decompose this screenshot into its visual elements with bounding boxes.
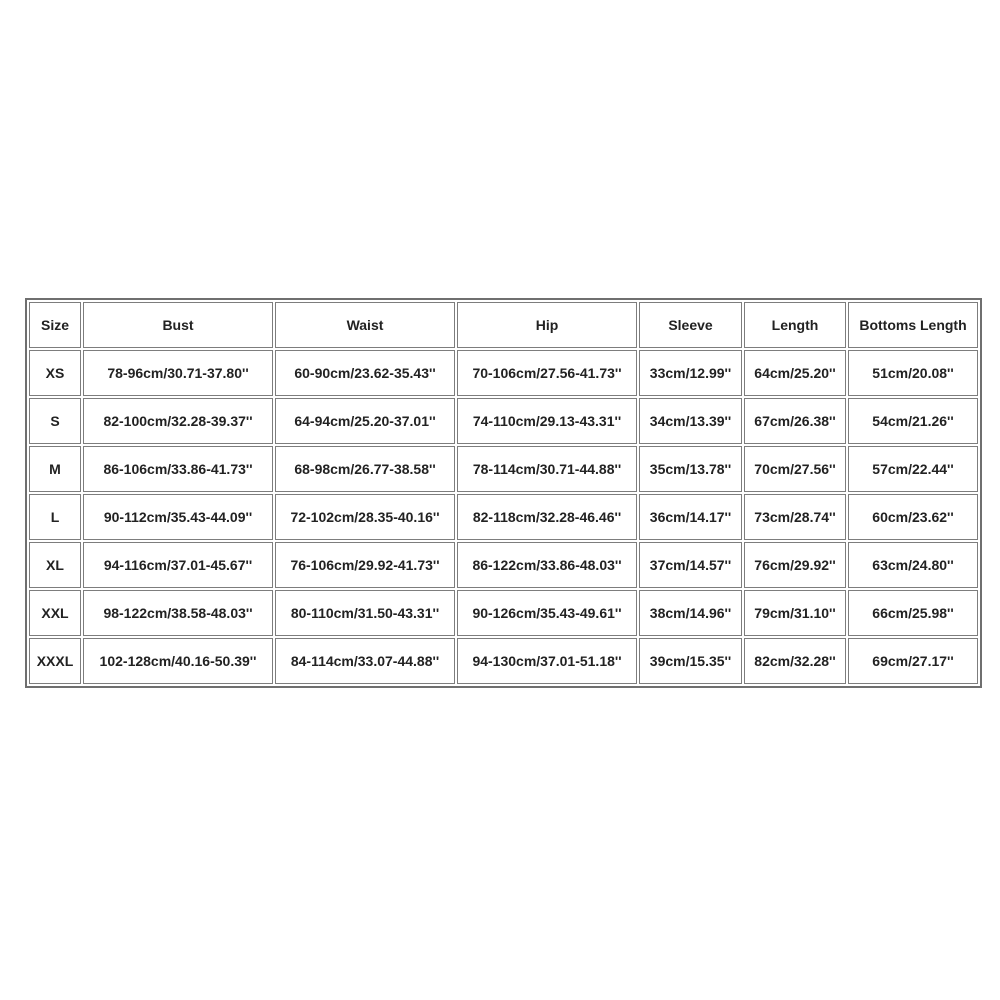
size-cell: XXL bbox=[29, 590, 81, 636]
sleeve-cell: 33cm/12.99'' bbox=[639, 350, 742, 396]
header-bottoms-length: Bottoms Length bbox=[848, 302, 978, 348]
table-row bbox=[29, 446, 978, 492]
table-row bbox=[29, 398, 978, 444]
length-cell: 82cm/32.28'' bbox=[744, 638, 846, 684]
size-cell: XXXL bbox=[29, 638, 81, 684]
header-size: Size bbox=[29, 302, 81, 348]
bust-cell: 90-112cm/35.43-44.09'' bbox=[83, 494, 273, 540]
hip-cell: 74-110cm/29.13-43.31'' bbox=[457, 398, 637, 444]
hip-cell: 94-130cm/37.01-51.18'' bbox=[457, 638, 637, 684]
bottoms-length-cell: 69cm/27.17'' bbox=[848, 638, 978, 684]
bust-cell: 78-96cm/30.71-37.80'' bbox=[83, 350, 273, 396]
table-row bbox=[29, 590, 978, 636]
table-row bbox=[29, 350, 978, 396]
table-row bbox=[29, 638, 978, 684]
sleeve-cell: 34cm/13.39'' bbox=[639, 398, 742, 444]
waist-cell: 84-114cm/33.07-44.88'' bbox=[275, 638, 455, 684]
sleeve-cell: 36cm/14.17'' bbox=[639, 494, 742, 540]
hip-cell: 86-122cm/33.86-48.03'' bbox=[457, 542, 637, 588]
length-cell: 79cm/31.10'' bbox=[744, 590, 846, 636]
length-cell: 64cm/25.20'' bbox=[744, 350, 846, 396]
bust-cell: 98-122cm/38.58-48.03'' bbox=[83, 590, 273, 636]
size-cell: M bbox=[29, 446, 81, 492]
waist-cell: 76-106cm/29.92-41.73'' bbox=[275, 542, 455, 588]
bottoms-length-cell: 63cm/24.80'' bbox=[848, 542, 978, 588]
header-sleeve: Sleeve bbox=[639, 302, 742, 348]
length-cell: 70cm/27.56'' bbox=[744, 446, 846, 492]
waist-cell: 72-102cm/28.35-40.16'' bbox=[275, 494, 455, 540]
size-cell: L bbox=[29, 494, 81, 540]
bottoms-length-cell: 54cm/21.26'' bbox=[848, 398, 978, 444]
sleeve-cell: 35cm/13.78'' bbox=[639, 446, 742, 492]
bottoms-length-cell: 57cm/22.44'' bbox=[848, 446, 978, 492]
bottoms-length-cell: 51cm/20.08'' bbox=[848, 350, 978, 396]
bust-cell: 102-128cm/40.16-50.39'' bbox=[83, 638, 273, 684]
bottoms-length-cell: 66cm/25.98'' bbox=[848, 590, 978, 636]
header-hip: Hip bbox=[457, 302, 637, 348]
hip-cell: 78-114cm/30.71-44.88'' bbox=[457, 446, 637, 492]
size-chart-table bbox=[25, 298, 982, 688]
sleeve-cell: 37cm/14.57'' bbox=[639, 542, 742, 588]
length-cell: 76cm/29.92'' bbox=[744, 542, 846, 588]
bottoms-length-cell: 60cm/23.62'' bbox=[848, 494, 978, 540]
table-row bbox=[29, 494, 978, 540]
table-row bbox=[29, 542, 978, 588]
size-cell: XS bbox=[29, 350, 81, 396]
length-cell: 67cm/26.38'' bbox=[744, 398, 846, 444]
header-length: Length bbox=[744, 302, 846, 348]
header-waist: Waist bbox=[275, 302, 455, 348]
sleeve-cell: 39cm/15.35'' bbox=[639, 638, 742, 684]
hip-cell: 90-126cm/35.43-49.61'' bbox=[457, 590, 637, 636]
size-cell: S bbox=[29, 398, 81, 444]
size-cell: XL bbox=[29, 542, 81, 588]
sleeve-cell: 38cm/14.96'' bbox=[639, 590, 742, 636]
bust-cell: 82-100cm/32.28-39.37'' bbox=[83, 398, 273, 444]
length-cell: 73cm/28.74'' bbox=[744, 494, 846, 540]
waist-cell: 68-98cm/26.77-38.58'' bbox=[275, 446, 455, 492]
hip-cell: 70-106cm/27.56-41.73'' bbox=[457, 350, 637, 396]
waist-cell: 60-90cm/23.62-35.43'' bbox=[275, 350, 455, 396]
bust-cell: 86-106cm/33.86-41.73'' bbox=[83, 446, 273, 492]
header-row bbox=[29, 302, 978, 348]
waist-cell: 64-94cm/25.20-37.01'' bbox=[275, 398, 455, 444]
waist-cell: 80-110cm/31.50-43.31'' bbox=[275, 590, 455, 636]
header-bust: Bust bbox=[83, 302, 273, 348]
bust-cell: 94-116cm/37.01-45.67'' bbox=[83, 542, 273, 588]
hip-cell: 82-118cm/32.28-46.46'' bbox=[457, 494, 637, 540]
